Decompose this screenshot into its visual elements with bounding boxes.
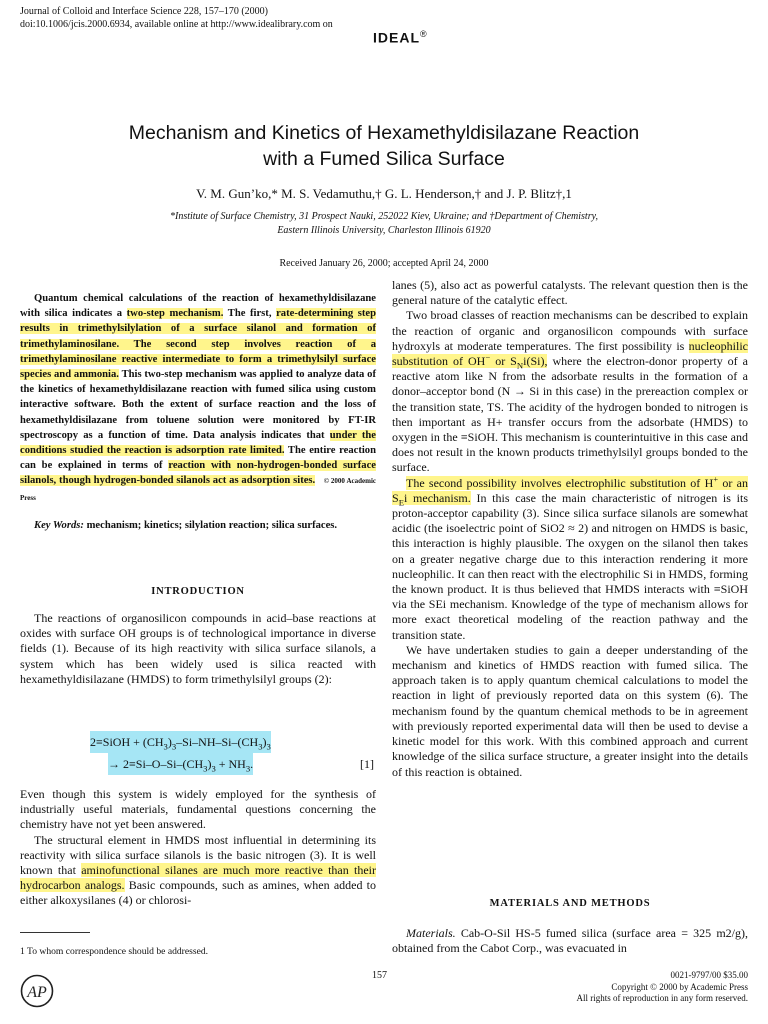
section-materials-methods: MATERIALS AND METHODS: [489, 898, 651, 909]
highlight-nucleophilic: nucleophilic substitution of OH− or $S_Ni(Si)$,: [392, 338, 748, 371]
journal-citation: Journal of Colloid and Interface Science 228, 157–170 (2000): [20, 6, 268, 17]
section-introduction: INTRODUCTION: [151, 586, 245, 597]
ideal-logo: IDEAL®: [373, 29, 428, 46]
right-column-text: lanes (5), also act as powerful catalysts. The relevant question then is the general nature of the catalytic effect. Two broad classes of reaction mechanisms can be described to explain the reaction of organic and organosilicon compounds with surface hydroxyls at moderate temperatures. The first possibility is nucleophilic substitution of OH− or $S_Ni(Si)$, where the electron-donor property of a reactive atom like N from the adsorbate results in the formation of a donor–acceptor bond (N → Si in this case) in the prereaction complex or the transition state, TS. The acidity of the hydrogen bonded to nitrogen is then important as H+ transfer occurs from the adsorbate (HMDS) to oxygen in the ≡SiOH. This mechanism is counterintuitive in this case and does not result in the known products trimethylsilyl groups bonded to the surface. The second possibility involves electrophilic substitution of H+ or an $S_Ei$ mechanism. In this case the main characteristic of nitrogen is its proton-acceptor capability (3). Since silica surface silanols are somewhat acidic (the isoelectric point of SiO2 ≈ 2) and nitrogen on HMDS is basic, this interaction is highly plausible. The oxygen on the silanol then takes on a greater negative charge due to this interaction rendering it more nucleophilic. It can then react with the electrophilic Si in HMDS, forming the known product. It is thus believed that HMDS interacts with ≡SiOH via the SEi mechanism. Knowledge of the type of mechanism allows for more exact theoretical modeling of the reaction pathway and the transition state. We have undertaken studies to gain a deeper understanding of the mechanism and kinetics of HMDS reaction with fumed silica. The approach taken is to apply quantum chemical calculations to model the reaction in light of previously reported data on this system (6). The mechanism found by the quantum chemical methods to be in agreement with previously reported experimental data will then be used to devise a kinetic model for this work. With this combined approach and current knowledge of the silica surface structure, a greater insight into the details of this reaction is obtained.: [392, 278, 749, 779]
journal-header: [20, 6, 333, 31]
authors: V. M. Gun’ko,* M. S. Vedamuthu,† G. L. Henderson,† and J. P. Blitz†,1: [196, 186, 572, 201]
highlight-non-hbonded: reaction with non-hydrogen-bonded surface silanols, though hydrogen-bonded silanols act as adsorption sites.: [20, 460, 376, 487]
received-dates: Received January 26, 2000; accepted April 24, 2000: [279, 258, 489, 269]
doi-line[interactable]: doi:10.1006/jcis.2000.6934, available online at http://www.idealibrary.com on: [20, 18, 333, 30]
equation-line-2: → $2\equiv Si-O-Si-(CH_3)_3 + NH_3$.: [108, 753, 253, 775]
publisher-logo-icon: [20, 974, 54, 1008]
keywords: Key Words: mechanism; kinetics; silylation reaction; silica surfaces.: [34, 520, 338, 531]
abstract-copyright: © 2000 Academic Press: [20, 477, 377, 502]
intro-paragraphs: Even though this system is widely employed for the synthesis of industrially useful materials, fundamental questions concerning the chemistry have not yet been answered. The structural element in HMDS most influential in determining its reactivity with silica surface silanols is the basic nitrogen (3). It is well known that aminofunctional silanes are much more reactive than their hydrocarbon analogs. Basic compounds, such as amines, when added to either alkoxysilanes (4) or chlorosi-: [20, 787, 376, 908]
highlight-electrophilic: The second possibility involves electrophilic substitution of H+ or an $S_Ei$ mechanism.: [392, 473, 749, 508]
title-line-1: Mechanism and Kinetics of Hexamethyldisilazane Reaction: [128, 122, 640, 144]
materials-paragraph: Materials. Cab-O-Sil HS-5 fumed silica (surface area = 325 m2/g), obtained from the Cabot Corp., was evacuated in: [392, 926, 748, 956]
affiliations: *Institute of Surface Chemistry, 31 Prospect Nauki, 252022 Kiev, Ukraine; and †Department of Chemistry, Eastern Illinois University, Charleston Illinois 61920: [169, 211, 598, 236]
footer-copyright: 0021-9797/00 $35.00 Copyright © 2000 by Academic Press All rights of reproduction in any form reserved.: [576, 970, 748, 1003]
svg-text:AP: AP: [27, 984, 47, 1001]
paper-title: [0, 120, 768, 172]
abstract: Quantum chemical calculations of the reaction of hexamethyldisilazane with silica indicates a two-step mechanism. The first, rate-determining step results in trimethylsilylation of a surface silanol and formation of trimethylaminosilane. The second step involves reaction of a trimethylaminosilane reactive intermediate to form a trimethylsilyl surface species and ammonia. This two-step mechanism was applied to analyze data of the kinetics of hexamethyldisilazane reaction with fumed silica using custom interactive software. Both the extent of surface reaction and the loss of hexamethyldisilazane from toluene solution were monitored by FT-IR spectroscopy as a function of time. Data analysis indicates that under the conditions studied the reaction is adsorption rate limited. The entire reaction can be explained in terms of reaction with non-hydrogen-bonded surface silanols, though hydrogen-bonded silanols act as adsorption sites. © 2000 Academic Press: [20, 293, 377, 502]
highlight-aminofunctional: aminofunctional silanes are much more reactive than their hydrocarbon analogs.: [20, 863, 376, 893]
intro-paragraph-1: The reactions of organosilicon compounds in acid–base reactions at oxides with surface OH groups is of technological importance in diverse fields (1). Because of its high reactivity with silica surface silanols, a system which has been widely used is silica reacted with hexamethyldisilazane (HMDS) to form trimethylsilyl groups (2):: [20, 611, 376, 686]
highlight-two-step: two-step mechanism.: [126, 308, 224, 320]
footnote-rule: [20, 932, 90, 933]
footnote: 1 To whom correspondence should be addressed.: [20, 946, 209, 957]
page-number: 157: [372, 970, 387, 981]
equation-line-1: 2≡SiOH + $(CH_3)_3-Si-NH-Si-(CH_3)_3$: [90, 731, 271, 753]
highlight-adsorption-limited: under the conditions studied the reaction is adsorption rate limited.: [20, 429, 376, 457]
highlight-rate-step: rate-determining step results in trimethylsilylation of a surface silanol and formation of trimethylaminosilane. The second step involves reaction of a trimethylaminosilane reactive intermediate to form a trimethylsilyl surface species and ammonia.: [20, 308, 377, 381]
title-line-2: with a Fumed Silica Surface: [263, 148, 505, 170]
equation-number: [1]: [360, 757, 374, 771]
